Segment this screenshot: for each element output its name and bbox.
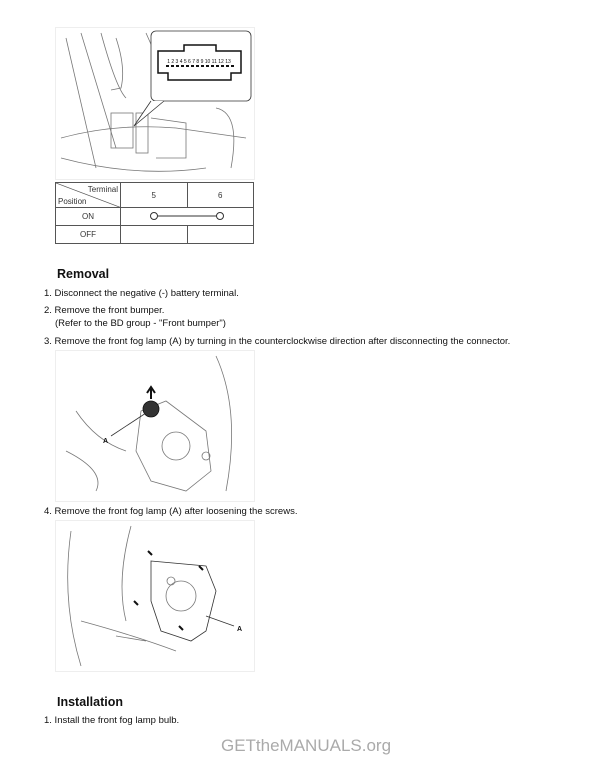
installation-step-1: 1. Install the front fog lamp bulb. [44, 715, 180, 726]
connector-location-figure [55, 27, 255, 180]
table-corner-header [56, 183, 121, 208]
fog-lamp-screws-figure [55, 520, 255, 672]
fog-lamp-bulb-figure [55, 350, 255, 502]
removal-step-2-note: (Refer to the BD group - "Front bumper") [55, 318, 226, 329]
removal-step-4: 4. Remove the front fog lamp (A) after loosening the screws. [44, 506, 298, 517]
removal-step-3: 3. Remove the front fog lamp (A) by turning in the counterclockwise direction after disconnecting the connector. [44, 336, 511, 347]
terminal-6: 6 [187, 183, 254, 208]
switch-continuity-table [55, 182, 254, 244]
label-a: A [237, 626, 243, 633]
removal-step-2: 2. Remove the front bumper. [44, 305, 165, 316]
terminal-5: 5 [121, 183, 188, 208]
label-a: A [103, 438, 109, 445]
header-position: Position [58, 197, 87, 206]
continuity-mark [121, 208, 254, 226]
pin-numbers: 1 2 3 4 5 6 7 8 9 10 11 12 13 [167, 59, 231, 65]
removal-step-1: 1. Disconnect the negative (-) battery terminal. [44, 288, 239, 299]
row-off: OFF [56, 226, 121, 244]
header-terminal: Terminal [87, 185, 118, 194]
watermark: GETtheMANUALS.org [220, 736, 392, 755]
row-on: ON [56, 208, 121, 226]
removal-heading: Removal [57, 267, 110, 281]
installation-heading: Installation [57, 695, 123, 709]
